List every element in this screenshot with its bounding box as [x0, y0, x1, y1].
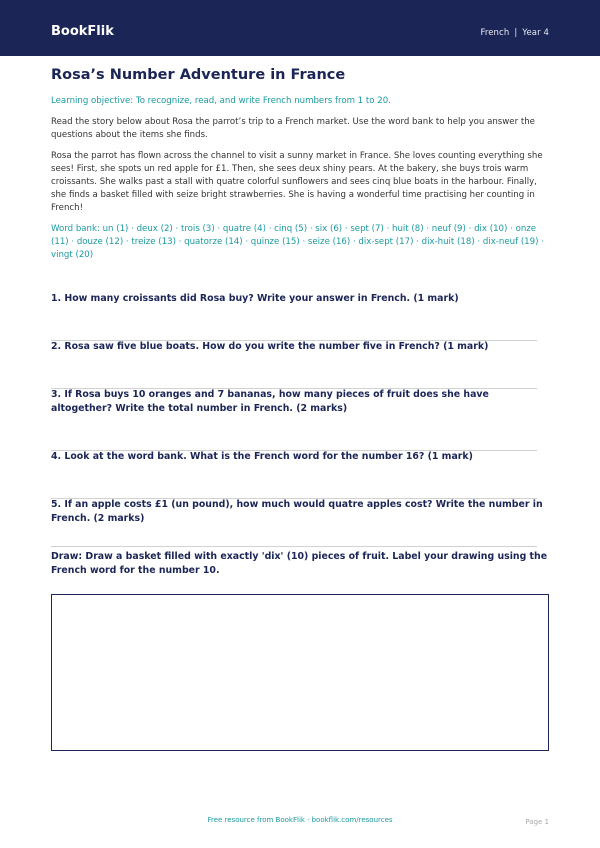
worksheet-intro [51, 66, 549, 262]
subject-year-label [480, 28, 549, 38]
brand-logo[interactable]: BookFlik [51, 24, 114, 39]
instructions-text: Read the story below about Rosa the parrot’s trip to a French market. Use the word bank to help you answer the questions about the items she finds. [51, 117, 535, 140]
question-3: 3. If Rosa buys 10 oranges and 7 bananas, how many pieces of fruit does she have altogether? Write the total number in French. (2 marks) [51, 389, 489, 414]
page-number: Page 1 [525, 818, 549, 826]
worksheet-title: Rosa’s Number Adventure in France [51, 67, 346, 83]
meta-separator: | [514, 28, 518, 38]
header-bar [0, 0, 600, 56]
draw-task: Draw: Draw a basket filled with exactly 'dix' (10) pieces of fruit. Label your drawing using the French word for the number 10. [51, 551, 548, 576]
word-bank: Word bank: un (1) · deux (2) · trois (3) · quatre (4) · cinq (5) · six (6) · sept (7) · huit (8) · neuf (9) · dix (10) · onze (11) · douze (12) · treize (13) · quatorze (14) · quinze (15) · seize (16) · dix-sept (17) · dix-huit (18) · dix-neuf (19) · vingt (20) [51, 224, 544, 260]
subject-label: French [480, 28, 510, 38]
drawing-box[interactable] [51, 594, 549, 751]
footer-text[interactable]: Free resource from BookFlik · bookflik.com/resources [207, 816, 393, 824]
learning-objective: Learning objective: To recognize, read, and write French numbers from 1 to 20. [51, 96, 391, 106]
story-text: Rosa the parrot has flown across the channel to visit a sunny market in France. She loves counting everything she sees! First, she spots un red apple for £1. Then, she sees deux shiny pears. At the bakery, she buys trois warm croissants. She walks past a stall with quatre colorful sunflowers and sees cinq blue boats in the harbour. Finally, she finds a basket filled with seize bright strawberries. She is having a wonderful time practising her counting in French! [51, 151, 543, 213]
question-1: 1. How many croissants did Rosa buy? Write your answer in French. (1 mark) [51, 293, 459, 304]
question-4: 4. Look at the word bank. What is the French word for the number 16? (1 mark) [51, 451, 473, 462]
question-5: 5. If an apple costs £1 (un pound), how much would quatre apples cost? Write the number in French. (2 marks) [51, 499, 543, 524]
answer-line-5[interactable] [51, 546, 537, 547]
question-2: 2. Rosa saw five blue boats. How do you write the number five in French? (1 mark) [51, 341, 489, 352]
year-label: Year 4 [522, 28, 549, 38]
